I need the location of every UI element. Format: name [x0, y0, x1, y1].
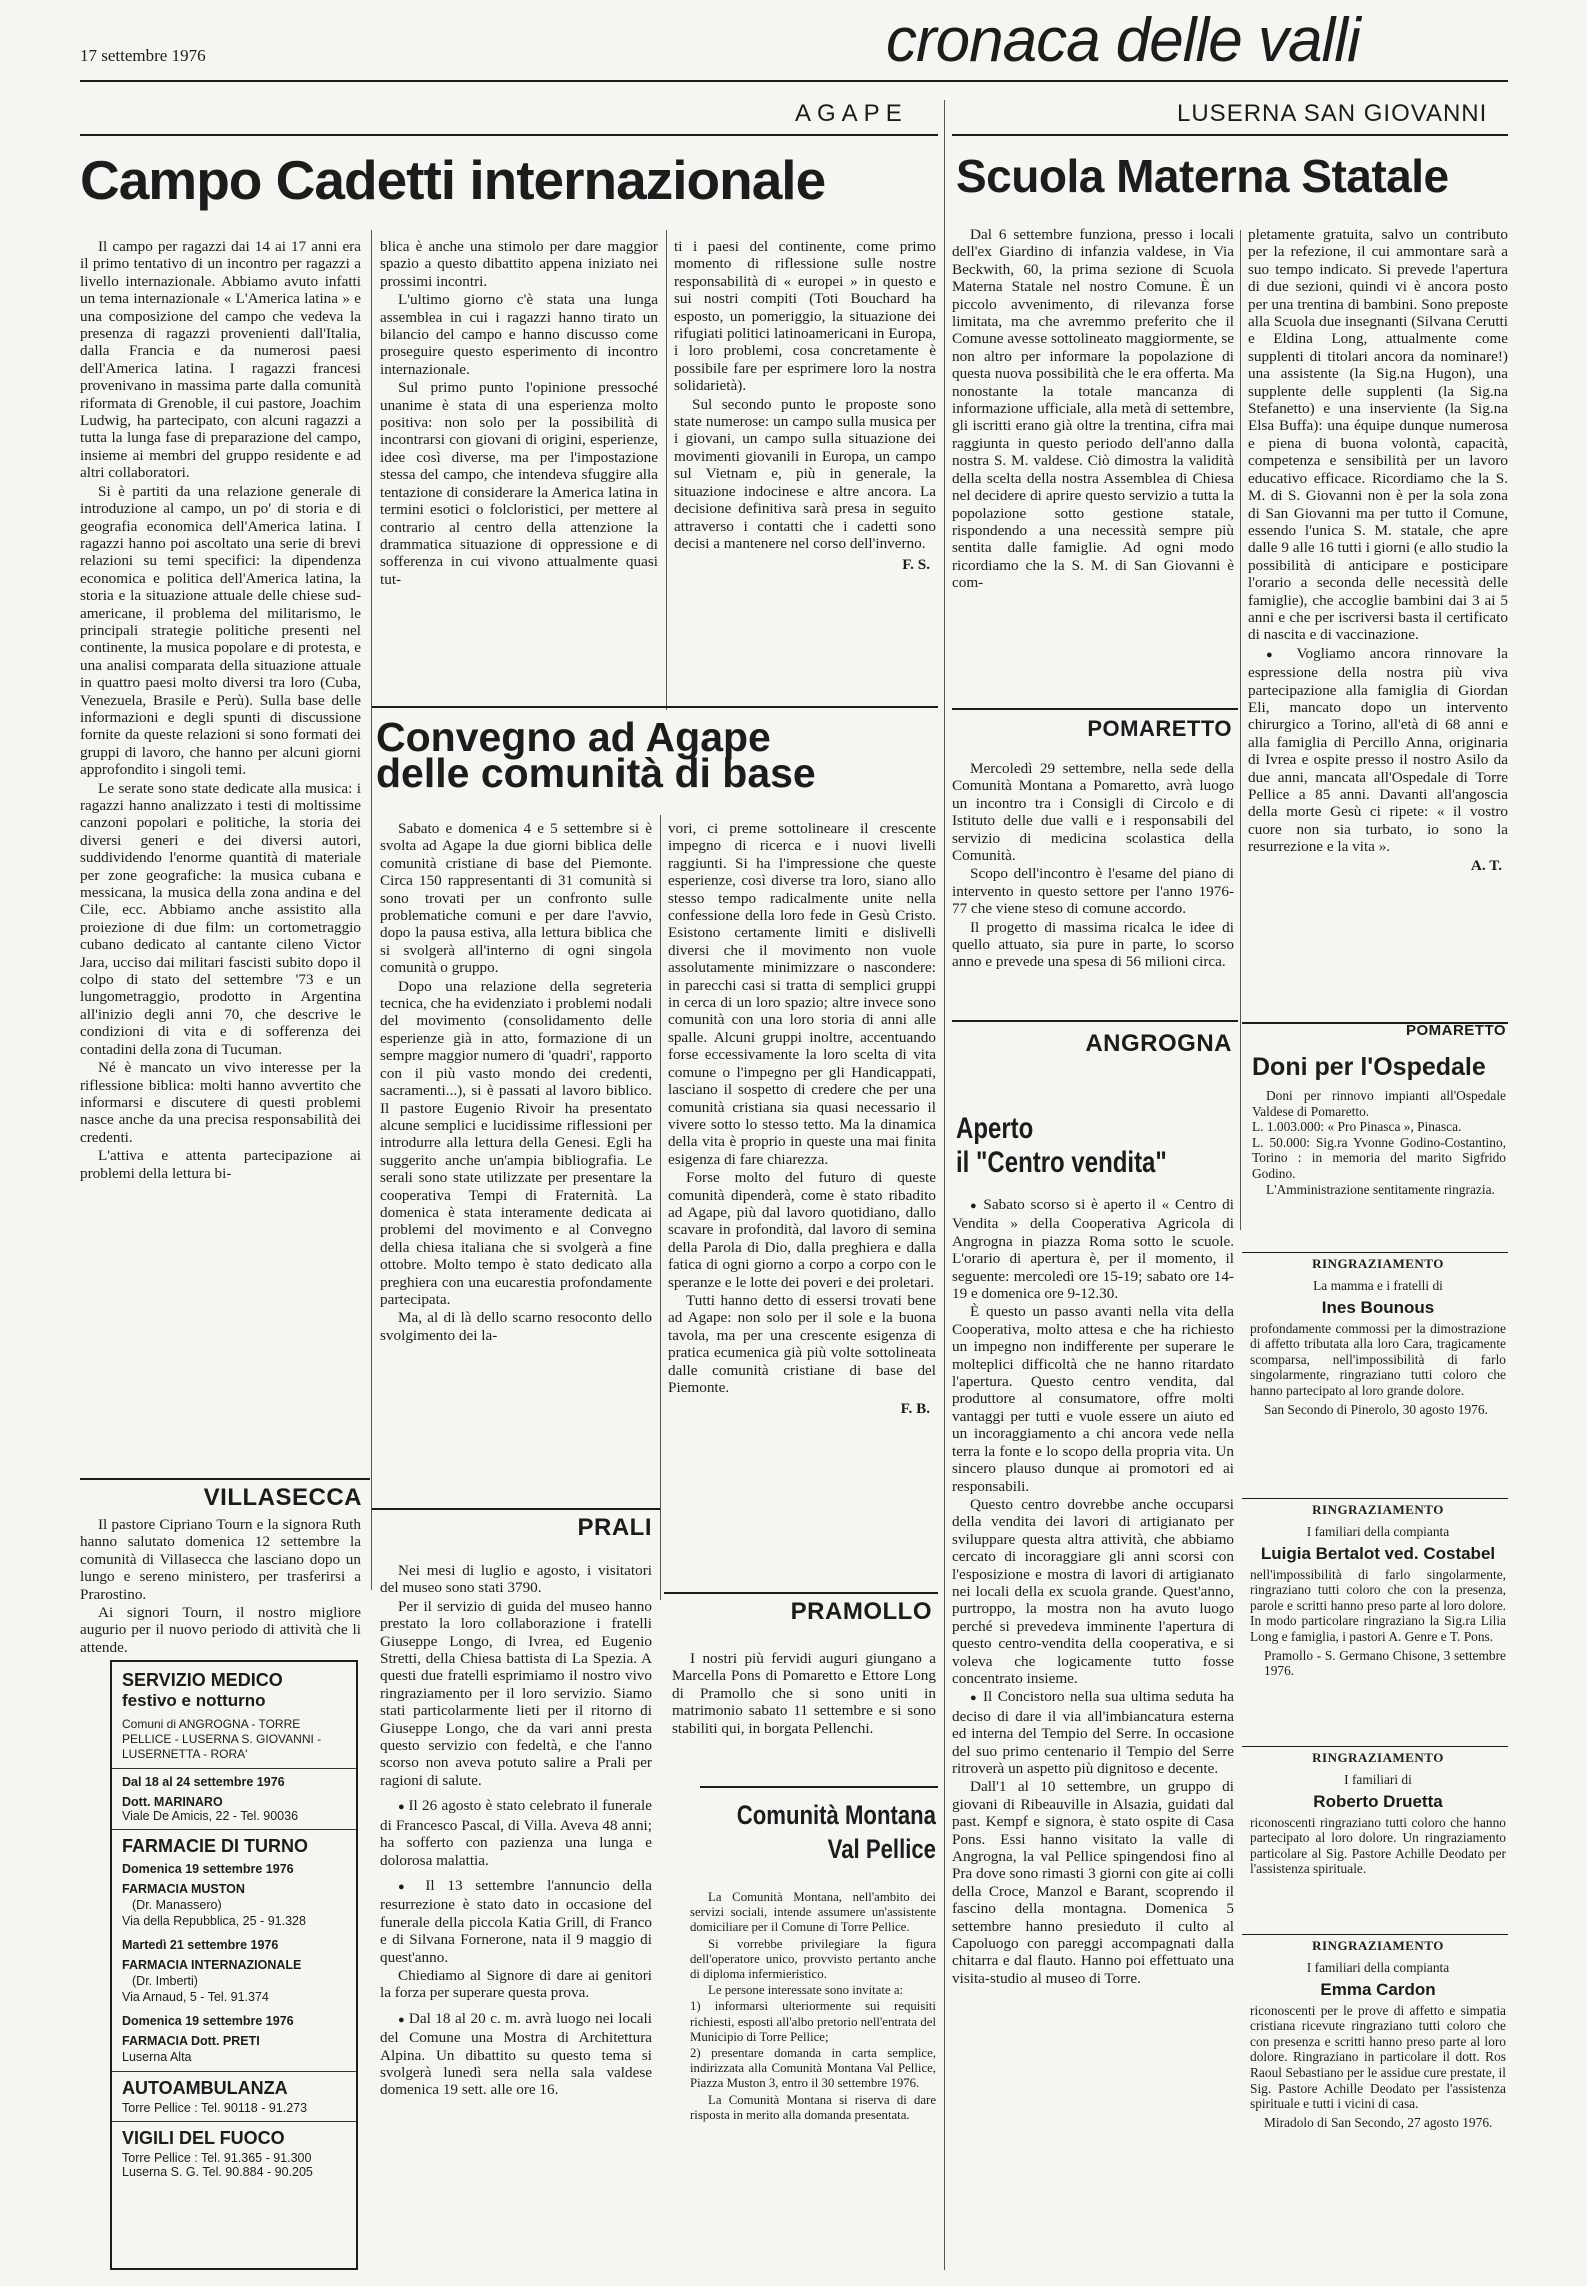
- pharmacy-name: FARMACIA MUSTON: [122, 1882, 245, 1896]
- convegno-signature: F. B.: [900, 1400, 930, 1418]
- medical-service-doctor: Dott. MARINARO: [122, 1795, 223, 1809]
- pomaretto2-tag: POMARETTO: [1405, 1022, 1506, 1039]
- pramollo-paragraph: I nostri più fervidi auguri giungano a Marcella Pons di Pomaretto e Ettore Long di Pramollo che si sono uniti in matrimonio sabato 11 settembre e si sono stabiliti qui, in borgata Pellenchi.: [672, 1650, 936, 1737]
- pomaretto2-headline: Doni per l'Ospedale: [1252, 1053, 1486, 1081]
- pharmacy-date: Martedì 21 settembre 1976: [122, 1938, 279, 1952]
- ring-body: nell'impossibilità di farlo singolarmente, ringraziano tutti coloro che con la presenza, parole e scritti hanno preso parte al loro dolore. In modo particolare ringraziano la Sig.ra Lilia Long e famiglia, i pastori A. Genre e T. Pons.: [1250, 1566, 1506, 1644]
- pomaretto-paragraph: Mercoledì 29 settembre, nella sede della Comunità Montana a Pomaretto, avrà luogo un incontro tra i Consigli di Circolo e di Istituto delle due valli e i responsabili del servizio di medicina scolastica della Comunità.: [952, 760, 1234, 865]
- luserna-place-rule: [952, 134, 1508, 136]
- pharmacy-date: Domenica 19 settembre 1976: [122, 2014, 294, 2028]
- pharmacy-address: Via Arnaud, 5 - Tel. 91.374: [122, 1990, 269, 2004]
- pomaretto2-line: L'Amministrazione sentitamente ringrazia.: [1266, 1181, 1495, 1197]
- agape-column-2: [380, 238, 658, 688]
- agape-column-3: [674, 238, 936, 708]
- pharmacy-entry: [122, 1937, 346, 2005]
- pharmacy-address: Via della Repubblica, 25 - 91.328: [122, 1914, 306, 1928]
- angrogna-paragraph: Questo centro dovrebbe anche occuparsi della vendita dei lavori di artigianato per sviluppare questa altra attività, che abbiamo cercato di incoraggiare gli anni scorsi con l'esposizione e mostra di lavori di artigianato nei locali della ex scuola grande. Quest'anno, purtroppo, la mostra non ha avuto luogo perché si prevedeva imminente l'apertura di questo centro-vendita della cooperativa, e si voleva che logicamente tutto fosse concentrato insieme.: [952, 1495, 1234, 1687]
- fire-phone-2: Luserna S. G. Tel. 90.884 - 90.205: [122, 2165, 313, 2179]
- comunita-paragraph: 2) presentare domanda in carta semplice, indirizzata alla Comunità Montana Val Pellice, Piazza Muston 3, entro il 30 settembre 1976.: [690, 2046, 936, 2091]
- comunita-paragraph: La Comunità Montana, nell'ambito dei servizi sociali, intende assumere un'assistente domiciliare per il Comune di Torre Pellice.: [690, 1890, 936, 1935]
- luserna-signature: A. T.: [1470, 856, 1502, 874]
- pharmacy-detail: (Dr. Imberti): [132, 1974, 198, 1988]
- ring-name: Roberto Druetta: [1313, 1791, 1443, 1811]
- convegno-paragraph: Forse molto del futuro di queste comunità dipenderà, come è stato ribadito ad Agape, più dal lavoro quotidiano, dallo scavare in profondità, dal lavoro di semina della Parola di Dio, dalla preghiera e dalla fatica di ogni giorno a corpo a corpo con le speranze e le lotte dei poveri e dei proletari.: [668, 1169, 936, 1291]
- ring-intro: I familiari di: [1344, 1772, 1412, 1787]
- column-rule: [371, 230, 372, 1590]
- comunita-headline-1: Comunità Montana: [736, 1800, 936, 1830]
- prali-bullet: ● Il 26 agosto è stato celebrato il funerale di Francesco Pascal, di Villa. Aveva 48 anni; ha sofferto con pazienza una lunga e dolorosa malattia.: [380, 1797, 652, 1869]
- angrogna-rule: [952, 1020, 1238, 1022]
- luserna-column-2: [1248, 226, 1508, 1036]
- prali-paragraph: Per il servizio di guida del museo hanno prestato la loro collaborazione i fratelli Giuseppe Longo, di Ivrea, ed Eugenio Stretti, della Chiesa battista di La Spezia. A questi due fratelli esprimiamo il nostro vivo ringraziamento per il loro servizio. Siamo stati particolarmente lieti per il ritorno di Giuseppe Longo, che da vari anni presta questo servizio con fedeltà, e che l'anno scorso non aveva potuto salire a Prali per ragioni di salute.: [380, 1597, 652, 1789]
- convegno-paragraph: Tutti hanno detto di essersi trovati bene ad Agape: non solo per il sole e la buona tavola, ma per una crescente esigenza di pratica ecumenica già più volte sottolineata dalle comunità cristiane di base del Piemonte.: [668, 1291, 936, 1396]
- luserna-headline: Scuola Materna Statale: [956, 150, 1449, 202]
- ring-body: riconoscenti per le prove di affetto e simpatia cristiana ricevute ringraziano tutti coloro che con presenza e scritti hanno preso parte al loro dolore. Ringraziano in particolare il dott. Ros Raoul Sebastiano per le assidue cure prestate, il Sig. Pastore Achille Deodato per l'assistenza spirituale e tutti i vicini di casa.: [1250, 2002, 1506, 2112]
- luserna-paragraph: Dal 6 settembre funziona, presso i locali dell'ex Giardino di infanzia valdese, in Via Beckwith, 60, la prima sezione di Scuola Materna Statale nel nostro Comune. È un piccolo avvenimento, di rilevanza forse limitata, ma che avremmo preferito che il Comune avesse sottolineato maggiormente, se non altro per informare la popolazione di questa nuova possibilità che le era offerta. Ma nonostante la totale mancanza di informazione ufficiale, alla metà di settembre, gli iscritti erano già oltre la trentina, cifra mai raggiunta in questo periodo dell'anno dalla nostra S. M. valdese. Ciò dimostra la validità della scelta della nostra Assemblea di Chiesa nel decidere di aprire questo servizio a tutta la popolazione sotto gestione statale, rispondendo a una necessità sempre più sentita dalle famiglie. Ad ogni modo ricordiamo che la S. M. di San Giovanni è com-: [952, 226, 1234, 592]
- angrogna-body: [952, 1196, 1234, 2272]
- convegno-paragraph: vori, ci preme sottolineare il crescente impegno di ricerca e i nuovi livelli raggiunti. Si ha l'impressione che queste esperienze, così diverse tra loro, siano allo stesso tempo radicalmente unite nella confessione della loro fede in Gesù Cristo. Esistono certamente limiti e dislivelli diversi che il movimento non vuole assolutamente minimizzare o nascondere: in parecchi casi si tratta di semplici gruppi in cerca di un loro spazio; altre invece sono comunità con una loro storia di anni alle spalle. Alcuni gruppi inoltre, accentuando forse eccessivamente la loro scelta di vita comune o l'impegno per gli Handicappati, lasciano il sospetto di credere che per una comunità cristiana sia quasi necessario il vivere sotto lo stesso tetto. Ma la dinamica della vita è proprio in queste una mai finita esigenza di fare chiarezza.: [668, 820, 936, 1168]
- luserna-paragraph: ● Vogliamo ancora rinnovare la espressione della nostra più viva partecipazione alla famiglia di Giordan Eli, mancato dopo un intervento chirurgico a Torino, all'età di 68 anni e alla famiglia di Percillo Anna, originaria di Ivrea e ospite presso il nostro Asilo da due anni, mancata all'Ospedale di Torre Pellice a 85 anni. Davanti all'angoscia della morte Gesù ci ripete: « il vostro cuore non sia turbato, io sono la resurrezione e la vita ».: [1248, 645, 1508, 856]
- villasecca-tag: VILLASECCA: [203, 1484, 362, 1511]
- villasecca-body: [80, 1516, 361, 1656]
- pharmacy-name: FARMACIA INTERNAZIONALE: [122, 1958, 302, 1972]
- angrogna-headline-2: il "Centro vendita": [956, 1146, 1167, 1179]
- ring-rule: [1242, 1746, 1508, 1747]
- angrogna-headline-1: Aperto: [956, 1112, 1034, 1145]
- agape-paragraph: L'ultimo giorno c'è stata una lunga assemblea in cui i ragazzi hanno tirato un bilancio del campo e hanno discusso come proseguire questo esperimento di incontro internazionale.: [380, 291, 658, 378]
- villasecca-paragraph: Il pastore Cipriano Tourn e la signora Ruth hanno salutato domenica 12 settembre la comunità di Villasecca che lasciano dopo un lungo e sereno ministero, per trasferirsi a Prarostino.: [80, 1516, 361, 1603]
- agape-signature: F. S.: [902, 556, 930, 574]
- agape-paragraph: Si è partiti da una relazione generale di introduzione al campo, un po' di storia e di geografia economica dell'America latina. I ragazzi hanno poi ascoltato una serie di brevi relazioni su temi specifici: la dipendenza economica e politica dell'America latina, la storia e la situazione attuale delle chiese sud-americane, il problema del militarismo, le principali strategie politiche presenti nel continente, la musica popolare e di protesta, e una analisi comparata della situazione attuale in quattro paesi molto diversi tra loro (Cuba, Venezuela, Brasile e Perù). Sulla base delle informazioni e degli spunti di discussione fornite da queste relazioni si sono formati dei gruppi di lavoro, che hanno per alcuni giorni approfondito i singoli temi.: [80, 482, 361, 779]
- ring-place: Miradolo di San Secondo, 27 agosto 1976.: [1264, 2114, 1493, 2130]
- fire-title: VIGILI DEL FUOCO: [122, 2128, 285, 2148]
- angrogna-paragraph: ● Sabato scorso si è aperto il « Centro di Vendita » della Cooperativa Agricola di Angrogna in piazza Roma sotto le scuole. L'orario di apertura è, per il momento, il seguente: mercoledì ore 15-19; sabato ore 14-19 e domenica ore 9-12.30.: [952, 1196, 1234, 1302]
- pomaretto2-line: L. 50.000: Sig.ra Yvonne Godino-Costantino, Torino : in memoria del marito Sigfrido Godino.: [1252, 1134, 1506, 1181]
- ring-intro: La mamma e i fratelli di: [1313, 1278, 1443, 1293]
- villasecca-rule: [80, 1478, 370, 1480]
- ringraziamento: [1250, 1502, 1506, 1679]
- prali-paragraph: Nei mesi di luglio e agosto, i visitatori del museo sono stati 3790.: [380, 1562, 652, 1597]
- column-rule: [666, 230, 667, 710]
- ringraziamento: [1250, 1256, 1506, 1417]
- ring-place: Pramollo - S. Germano Chisone, 3 settembre 1976.: [1264, 1647, 1506, 1679]
- column-rule: [660, 815, 661, 1600]
- ambulance-phone: Torre Pellice : Tel. 90118 - 91.273: [122, 2101, 308, 2115]
- ring-title: RINGRAZIAMENTO: [1312, 1750, 1444, 1765]
- agape-paragraph: Sul secondo punto le proposte sono state numerose: un campo sulla musica per i giovani, un campo sulla situazione dei movimenti giovanili in Europa, un campo sul Vietnam e, più in generale, la situazione indocinese e altre ancora. La decisione definitiva sarà presa in seguito attraverso i contatti che i cadetti sono decisi a mantenere nel corso dell'inverno.: [674, 395, 936, 552]
- section-title: cronaca delle valli: [886, 6, 1360, 75]
- luserna-paragraph: pletamente gratuita, salvo un contributo per la refezione, il cui ammontare sarà a suo tempo indicato. Si prevede l'apertura di due sezioni, quindi vi è ancora posto per una trentina di bambini. Sono preposte alla Scuola due insegnanti (Silvana Cerutti e Eldina Long, attualmente come supplenti di titolari ancora da nominare!) una assistente (la Sig.na Hugon), una supplente delle supplenti (la Sig.na Stefanetto) e una inserviente (la Sig.na Elsa Buffa): una équipe dunque numerosa e piena di buona volontà, capacità, competenza e sensibilità per un lavoro educativo efficace. Ricordiamo che la S. M. di S. Giovanni non è per la sola zona di San Giovanni ma per tutto il Comune, essendo l'unica S. M. statale, che apre dalle 9 alle 16 tutti i giorni (e allo studio la possibilità di anticipare e posticipare l'orario a seconda delle necessità delle famiglie), che accoglie bambini dai 3 ai 5 anni e che per iscriversi basta il certificato di nascita e di vaccinazione.: [1248, 226, 1508, 644]
- comunita-paragraph: Le persone interessate sono invitate a:: [708, 1983, 904, 1998]
- medical-service-dates: Dal 18 al 24 settembre 1976: [122, 1775, 285, 1789]
- convegno-paragraph: Ma, al di là dello scarno resoconto dello svolgimento dei la-: [380, 1309, 652, 1344]
- prali-bullet: ● Dal 18 al 20 c. m. avrà luogo nei locali del Comune una Mostra di Architettura Alpina. Un dibattito su questo tema si svolgerà lunedì sera nella sala valdese domenica 19 sett. alle ore 16.: [380, 2010, 652, 2099]
- agape-headline: Campo Cadetti internazionale: [80, 149, 826, 211]
- convegno-paragraph: Dopo una relazione della segreteria tecnica, che ha evidenziato i problemi nodali del movimento (consolidamento delle esperienze già in atto, formazione di un sempre maggior numero di 'quadri', rapporto con il più vasto mondo dei credenti, sacramenti...), si è passati al lavoro biblico. Il pastore Eugenio Rivoir ha presentato alcune semplici e lucidissime riflessioni per introdurre alla lettura della Genesi. Egli ha suggerito anche un'ampia bibliografia. Le serali sono state utilizzate per presentare la cooperativa Tempi di Fraternità. La domenica è stata interamente dedicata ai problemi del movimento e al Convegno della chiesa italiana che si svolgerà a fine ottobre. Molto tempo è stato dedicato alla preghiera con una eucarestia profondamente partecipata.: [380, 977, 652, 1308]
- comunita-paragraph: 1) informarsi ulteriormente sui requisiti richiesti, esposti all'albo pretorio nell'entrata del Municipio di Torre Pellice;: [690, 1999, 936, 2044]
- pomaretto-paragraph: Scopo dell'incontro è l'esame del piano di intervento in questo settore per l'anno 1976-77 che viene steso di comune accordo.: [952, 865, 1234, 918]
- pomaretto-body: [952, 760, 1234, 1020]
- issue-date: 17 settembre 1976: [80, 46, 206, 65]
- pharmacy-detail: (Dr. Manassero): [132, 1898, 222, 1912]
- prali-rule: [372, 1508, 660, 1510]
- villasecca-paragraph: Ai signori Tourn, il nostro migliore augurio per il nuovo periodo di attività che li attende.: [80, 1604, 361, 1656]
- ringraziamento: [1250, 1938, 1506, 2130]
- agape-paragraph: blica è anche una stimolo per dare maggior spazio a questo dibattito appena iniziato nei prossimi incontri.: [380, 238, 658, 290]
- column-rule: [944, 100, 945, 2270]
- agape-place-rule: [80, 134, 938, 136]
- column-rule: [1240, 230, 1241, 1230]
- agape-paragraph: Né è mancato un vivo interesse per la riflessione biblica: molti hanno avvertito che informarsi e discutere di questi problemi nasce anche da una precisa responsabilità dei credenti.: [80, 1059, 361, 1146]
- pharmacy-entry: [122, 1861, 346, 1929]
- ring-rule: [1242, 1934, 1508, 1935]
- ring-body: profondamente commossi per la dimostrazione di affetto tributata alla loro Cara, tragicamente scomparsa, nell'impossibilità di farlo singolarmente, ringraziano tutti coloro che hanno partecipato al loro grande dolore.: [1250, 1320, 1506, 1398]
- ringraziamento: [1250, 1750, 1506, 1877]
- pomaretto2-intro: Doni per rinnovo impianti all'Ospedale Valdese di Pomaretto.: [1252, 1088, 1506, 1119]
- prali-paragraph: Chiediamo al Signore di dare ai genitori la forza per superare questa prova.: [380, 1966, 652, 2002]
- pramollo-rule: [664, 1592, 938, 1594]
- agape-paragraph: L'attiva e attenta partecipazione ai problemi della lettura bi-: [80, 1147, 361, 1182]
- prali-body: [380, 1562, 652, 2262]
- pharmacy-entry: [122, 2013, 346, 2065]
- ring-intro: I familiari della compianta: [1306, 1524, 1450, 1539]
- pomaretto-paragraph: Il progetto di massima ricalca le idee di quello attuato, sia pure in parte, lo scorso anno e prevede una spesa di 56 milioni circa.: [952, 918, 1234, 971]
- comunita-paragraph: La Comunità Montana si riserva di dare risposta in merito alla domanda presentata.: [690, 2092, 936, 2122]
- angrogna-paragraph: È questo un passo avanti nella vita della Cooperativa, molto attesa e che ha richiesto un impegno non indifferente per superare le molteplici difficoltà che ne hanno ritardato l'apertura. Questo centro vendita, dal produttore al consumatore, offre molti vantaggi per tutti e vuole essere un aiuto ed un incoraggiamento a chi ancora vede nella terra la fonte e lo scopo della propria vita. Un sincero plauso dunque ai promotori ed ai responsabili.: [952, 1303, 1234, 1495]
- prali-tag: PRALI: [577, 1514, 652, 1541]
- ring-rule: [1242, 1252, 1508, 1253]
- pramollo-body: [672, 1650, 936, 1790]
- comunita-rule: [700, 1786, 938, 1788]
- pomaretto2-line: L. 1.003.000: « Pro Pinasca », Pinasca.: [1252, 1119, 1462, 1135]
- pharmacy-name: FARMACIA Dott. PRETI: [122, 2034, 260, 2048]
- convegno-column-2: [668, 820, 936, 1580]
- comunita-paragraph: Si vorrebbe privilegiare la figura dell'operatore unico, provvisto pertanto anche di diploma infermieristico.: [690, 1936, 936, 1982]
- ambulance-title: AUTOAMBULANZA: [122, 2078, 288, 2098]
- pomaretto2-body: [1252, 1088, 1506, 1248]
- angrogna-tag: ANGROGNA: [1085, 1030, 1232, 1057]
- ring-name: Luigia Bertalot ved. Costabel: [1260, 1543, 1496, 1563]
- pharmacies-title: FARMACIE DI TURNO: [122, 1836, 308, 1856]
- prali-bullet: ● Il 13 settembre l'annuncio della resurrezione è stato dato in occasione del funerale della piccola Katia Grill, di Franco e di Silvana Fornerone, nata il 9 maggio di quest'anno.: [380, 1877, 652, 1966]
- agape-place: AGAPE: [795, 100, 908, 127]
- pharmacy-date: Domenica 19 settembre 1976: [122, 1862, 294, 1876]
- ring-place: San Secondo di Pinerolo, 30 agosto 1976.: [1264, 1401, 1488, 1417]
- fire-phone-1: Torre Pellice : Tel. 91.365 - 91.300: [122, 2151, 312, 2165]
- luserna-column-1: [952, 226, 1234, 696]
- ring-rule: [1242, 1498, 1508, 1499]
- pomaretto-rule: [952, 708, 1238, 710]
- comunita-body: [690, 1890, 936, 2260]
- convegno-column-1: [380, 820, 652, 1460]
- agape-column-1: [80, 238, 361, 1466]
- pramollo-tag: PRAMOLLO: [790, 1598, 932, 1625]
- agape-paragraph: Sul primo punto l'opinione pressoché unanime è stata di una esperienza molto positiva: non solo per la possibilità di incontrarsi con giovani di origini, esperienze, idee così diverse, ma per l'impostazione stessa del campo, che intendeva sfuggire alla tentazione di considerare la America latina in termini esotici o folcloristici, per mettere al contrario al centro della attenzione la drammatica situazione di oppressione e di sofferenza in cui vivono attualmente quasi tut-: [380, 379, 658, 588]
- medical-service-title: SERVIZIO MEDICO: [122, 1670, 283, 1690]
- medical-service-subtitle: festivo e notturno: [122, 1691, 266, 1710]
- convegno-headline-2: delle comunità di base: [376, 750, 816, 796]
- angrogna-paragraph: Dall'1 al 10 settembre, un gruppo di giovani di Ribeauville in Alsazia, guidati dal past. Kempf e signora, è stato ospite di Casa Pons. Essi hanno visitato la valle di Angrogna, la val Pellice spingendosi fino al Pra dove sono rimasti 3 giorni con gite ai colli della Croce, Manzol e Barant, scoprendo il fascino della montagna. Domenica 5 settembre hanno presieduto il culto al Capoluogo con pareggi accompagnati dalla chitarra e dal flauto. Hanno poi effettuato una visita-studio al museo di Torre.: [952, 1778, 1234, 1987]
- angrogna-paragraph: ● Il Concistoro nella sua ultima seduta ha deciso di dare il via all'imbiancatura esterna ed interna del Tempio del Serre. In occasione del suo primo centenario il Tempio del Serre ritroverà un aspetto più dignitoso e decente.: [952, 1688, 1234, 1777]
- ring-title: RINGRAZIAMENTO: [1312, 1502, 1444, 1517]
- masthead-rule: [80, 80, 1508, 82]
- ring-name: Ines Bounous: [1321, 1297, 1435, 1317]
- medical-service-address: Viale De Amicis, 22 - Tel. 90036: [122, 1809, 299, 1823]
- agape-paragraph: Le serate sono state dedicate alla musica: i ragazzi hanno analizzato i testi di moltissime canzoni popolari e politiche, la storia dei diversi generi e dei diversi autori, suddividendo l'enorme quantità di materiale per zone geografiche: la musica cubana e messicana, la musica della zona andina e del Cile, ecc. Abbiamo anche assistito alla proiezione di due film: un cortometraggio cubano dedicato al cantante cileno Victor Jara, ucciso dai militari fascisti subito dopo il colpo di stato del settembre '73 e un lungometraggio, prodotto in Argentina all'inizio degli anni 70, che descrive le condizioni di vita e di sofferenza dei contadini della zona di Tucuman.: [80, 779, 361, 1058]
- comunita-headline-2: Val Pellice: [827, 1834, 936, 1864]
- medical-service-area: Comuni di ANGROGNA - TORRE PELLICE - LUSERNA S. GIOVANNI - LUSERNETTA - RORA': [122, 1717, 322, 1761]
- convegno-paragraph: Sabato e domenica 4 e 5 settembre si è svolta ad Agape la due giorni biblica delle comunità cristiane di base del Piemonte. Circa 150 rappresentanti di 31 comunità si sono trovati per un confronto sulle problematiche comuni e per dare l'avvio, dopo la pausa estiva, alla lettura biblica che si svolgerà all'interno di ogni singola comunità o gruppo.: [380, 820, 652, 977]
- luserna-place: LUSERNA SAN GIOVANNI: [1177, 100, 1488, 127]
- ring-title: RINGRAZIAMENTO: [1312, 1938, 1444, 1953]
- pomaretto-tag: POMARETTO: [1087, 716, 1232, 741]
- ring-intro: I familiari della compianta: [1306, 1960, 1450, 1975]
- ring-title: RINGRAZIAMENTO: [1312, 1256, 1444, 1271]
- services-box: [110, 1660, 358, 2270]
- pharmacy-address: Luserna Alta: [122, 2050, 192, 2064]
- ring-name: Emma Cardon: [1320, 1979, 1436, 1999]
- agape-paragraph: ti i paesi del continente, come primo momento di riflessione sulle nostre responsabilità di « europei » in questo e sui nostri compiti (Toti Bouchard ha esposto, un pomeriggio, la situazione dei rifugiati politici latinoamericani in Europa, i loro problemi, cosa concretamente è possibile fare per esprimere loro la nostra solidarietà).: [674, 238, 936, 395]
- ring-body: riconoscenti ringraziano tutti coloro che hanno partecipato al loro dolore. Un ringraziamento particolare al Sig. Pastore Achille Deodato per l'assistenza spirituale.: [1250, 1814, 1506, 1877]
- agape-paragraph: Il campo per ragazzi dai 14 ai 17 anni era il primo tentativo di un incontro per ragazzi a livello internazionale. Abbiamo avuto infatti un tema internazionale « L'America latina » e una composizione del campo che vedeva la presenza di ragazzi provenienti dall'Italia, dalla Francia e da numerosi paesi dell'America latina. I ragazzi francesi provenivano in massima parte dalla comunità riformata di Grenoble, il cui pastore, Joachim Ludwig, ha partecipato, con alcuni ragazzi a tutta la lunga fase di preparazione del campo, insieme ai membri del gruppo residente e ad altri collaboratori.: [80, 238, 361, 482]
- convegno-headline-1: Convegno ad Agape: [376, 714, 771, 760]
